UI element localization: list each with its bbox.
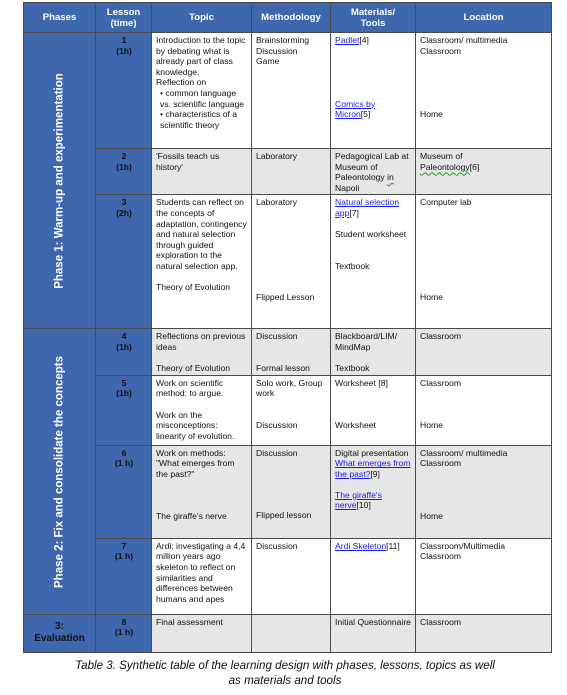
topic-3 (152, 195, 252, 329)
materials-7 (331, 538, 416, 614)
phase-1-label: Phase 1: Warm-up and experimentation (53, 72, 66, 289)
header-topic: Topic (152, 3, 252, 33)
topic-1-line: Reflection on (156, 77, 207, 88)
method-3 (252, 195, 331, 329)
phase-3-cell: 3: Evaluation (24, 614, 96, 652)
table-row (24, 375, 552, 445)
location-6b: Home (420, 510, 443, 521)
location-5a: Classroom (420, 377, 462, 388)
topic-1-bullet: • characteristics of a scientific theory (160, 109, 238, 130)
header-phases: Phases (24, 3, 96, 33)
location-1 (416, 33, 552, 149)
materials-5b: Worksheet (335, 420, 376, 431)
topic-5b: Work on the misconceptions: linearity of evolution. (156, 409, 235, 441)
location-4: Classroom (416, 329, 552, 375)
ref-6: [6] (469, 161, 480, 172)
lesson-6: 6 (1 h) (96, 445, 152, 538)
location-6a: Classroom/ multimedia Classroom (420, 447, 508, 469)
location-5 (416, 375, 552, 445)
topic-5 (152, 375, 252, 445)
location-2-museum: Paleontology (420, 161, 470, 172)
what-emerges-link[interactable]: What emerges from the past? (335, 458, 411, 479)
location-7: Classroom/Multimedia Classroom (416, 538, 552, 614)
learning-design-table (23, 2, 552, 653)
caption-line-1: Table 3. Synthetic table of the learning design with phases, lessons, topics as well (75, 659, 495, 672)
ref-4: [4] (359, 35, 369, 45)
ref-7: [7] (349, 207, 359, 218)
comics-link[interactable]: Comics by Micron (335, 98, 376, 120)
giraffe-nerve-link[interactable]: The giraffe's nerve (335, 489, 382, 511)
table-row (24, 195, 552, 329)
materials-6 (331, 445, 416, 538)
table-row (24, 329, 552, 375)
materials-8: Initial Questionnaire (331, 614, 416, 652)
topic-3a: Students can reflect on the concepts of adaptation, contingency and natural selection through guided exploration to the natural selection app. (156, 197, 247, 271)
lesson-8: 8 (1 h) (96, 614, 152, 652)
materials-5 (331, 375, 416, 445)
materials-4a: Blackboard/LIM/ MindMap (335, 331, 398, 352)
location-6 (416, 445, 552, 538)
table-row (24, 614, 552, 652)
lesson-4: 4 (1h) (96, 329, 152, 375)
header-materials: Materials/ Tools (331, 3, 416, 33)
topic-1 (152, 33, 252, 149)
header-lesson: Lesson (time) (96, 3, 152, 33)
materials-4 (331, 329, 416, 375)
method-4b: Formal lesson (256, 362, 310, 373)
ref-5: [5] (360, 109, 371, 120)
location-3a: Computer lab (420, 197, 472, 208)
method-4 (252, 329, 331, 375)
table-row (24, 445, 552, 538)
table-caption (20, 659, 550, 688)
method-6b: Flipped lesson (256, 510, 312, 521)
topic-1-line: Introduction to the topic by debating what is already part of class knowledge. (156, 35, 246, 77)
header-location: Location (416, 3, 552, 33)
ref-11: [11] (386, 540, 400, 551)
materials-2-in: in (387, 172, 394, 183)
topic-6a: Work on methods: "What emerges from the past?" (156, 447, 235, 479)
materials-3-textbook: Textbook (335, 260, 370, 271)
method-3a: Laboratory (256, 197, 298, 208)
topic-2: 'Fossils teach us history' (152, 149, 252, 195)
phase-2-cell (24, 329, 96, 614)
method-5a: Solo work, Group work (256, 377, 323, 399)
caption-line-2: as materials and tools (228, 673, 342, 687)
method-5 (252, 375, 331, 445)
topic-5a: Work on scientific method: to argue. (156, 377, 224, 399)
topic-4a: Reflections on previous ideas (156, 331, 246, 352)
topic-8: Final assessment (152, 614, 252, 652)
table-row (24, 149, 552, 195)
topic-3b: Theory of Evolution (156, 282, 231, 293)
header-methodology: Methodology (252, 3, 331, 33)
method-4a: Discussion (256, 331, 298, 342)
method-6 (252, 445, 331, 538)
lesson-2: 2 (1h) (96, 149, 152, 195)
method-2: Laboratory (252, 149, 331, 195)
topic-6b: The giraffe's nerve (156, 510, 227, 521)
ref-9: [9] (370, 468, 380, 479)
location-2a: Museum of (420, 151, 463, 161)
location-5b: Home (420, 420, 443, 431)
lesson-5: 5 (1h) (96, 375, 152, 445)
method-1: Brainstorming Discussion Game (252, 33, 331, 149)
location-3b: Home (420, 291, 443, 302)
ref-10: [10] (356, 500, 371, 511)
topic-7: Ardi: investigating a 4,4 million years ago skeleton to reflect on similarities and differences between humans and apes (152, 538, 252, 614)
materials-3-worksheet: Student worksheet (335, 229, 407, 240)
materials-2-text: Pedagogical Lab at Museum of Paleontology (335, 151, 409, 183)
materials-5a: Worksheet [8] (335, 377, 388, 388)
materials-1 (331, 33, 416, 149)
phase-1-cell (24, 33, 96, 329)
materials-6a: Digital presentation (335, 447, 409, 458)
table-row (24, 33, 552, 149)
location-1b: Home (420, 109, 443, 120)
location-2 (416, 149, 552, 195)
topic-1-bullet: • common language vs. scientific language (160, 87, 245, 109)
location-1a: Classroom/ multimedia Classroom (420, 35, 508, 56)
table-header-row (24, 3, 552, 33)
location-3 (416, 195, 552, 329)
table-row (24, 538, 552, 614)
lesson-1: 1 (1h) (96, 33, 152, 149)
materials-3 (331, 195, 416, 329)
materials-2 (331, 149, 416, 195)
lesson-7: 7 (1 h) (96, 538, 152, 614)
method-6a: Discussion (256, 447, 298, 458)
lesson-3: 3 (2h) (96, 195, 152, 329)
method-5b: Discussion (256, 419, 298, 430)
location-8: Classroom (416, 614, 552, 652)
topic-4 (152, 329, 252, 375)
natural-selection-link[interactable]: Natural selection app (335, 197, 400, 218)
method-3b: Flipped Lesson (256, 291, 315, 302)
materials-4b: Textbook (335, 363, 370, 374)
phase-2-label: Phase 2: Fix and consolidate the concepts (53, 355, 66, 588)
topic-6 (152, 445, 252, 538)
materials-2-city: Napoli (335, 182, 360, 193)
ardi-skeleton-link[interactable]: Ardi Skeleton (335, 540, 387, 551)
method-8 (252, 614, 331, 652)
method-7: Discussion (252, 538, 331, 614)
padlet-link[interactable]: Padlet (335, 35, 360, 45)
topic-4b: Theory of Evolution (156, 363, 231, 374)
